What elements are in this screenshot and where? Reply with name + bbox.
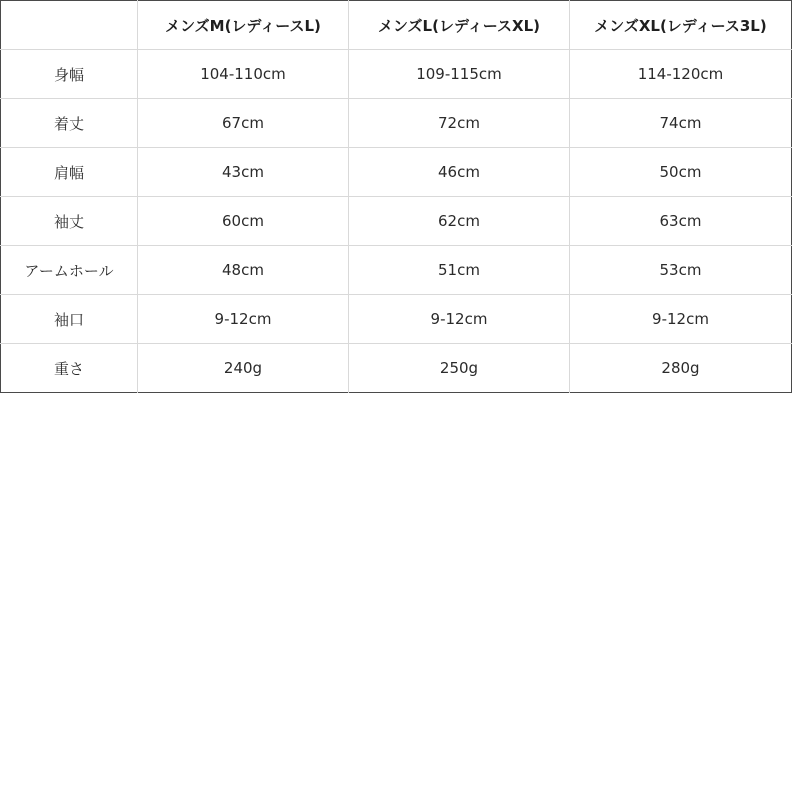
row-label: アームホール <box>1 246 138 295</box>
table-cell: 109-115cm <box>349 50 570 99</box>
table-cell: 43cm <box>138 148 349 197</box>
row-label: 重さ <box>1 344 138 393</box>
row-label: 身幅 <box>1 50 138 99</box>
column-header-size-l: メンズL(レディースXL) <box>349 1 570 50</box>
table-cell: 250g <box>349 344 570 393</box>
table-cell: 63cm <box>570 197 792 246</box>
row-label: 袖口 <box>1 295 138 344</box>
table-row <box>1 295 792 344</box>
table-cell: 62cm <box>349 197 570 246</box>
table-cell: 9-12cm <box>570 295 792 344</box>
table-cell: 240g <box>138 344 349 393</box>
table-row <box>1 197 792 246</box>
table-cell: 74cm <box>570 99 792 148</box>
row-label: 着丈 <box>1 99 138 148</box>
table-row <box>1 50 792 99</box>
table-cell: 9-12cm <box>138 295 349 344</box>
table-cell: 50cm <box>570 148 792 197</box>
header-row <box>1 1 792 50</box>
table-row <box>1 148 792 197</box>
size-chart-table <box>0 0 792 393</box>
table-cell: 48cm <box>138 246 349 295</box>
table-cell: 46cm <box>349 148 570 197</box>
table-cell: 53cm <box>570 246 792 295</box>
column-header-size-xl: メンズXL(レディース3L) <box>570 1 792 50</box>
table-cell: 114-120cm <box>570 50 792 99</box>
row-label: 袖丈 <box>1 197 138 246</box>
table-row <box>1 99 792 148</box>
row-label: 肩幅 <box>1 148 138 197</box>
table-cell: 9-12cm <box>349 295 570 344</box>
table-cell: 72cm <box>349 99 570 148</box>
table-cell: 67cm <box>138 99 349 148</box>
table-cell: 60cm <box>138 197 349 246</box>
table-cell: 104-110cm <box>138 50 349 99</box>
table-row <box>1 344 792 393</box>
column-header-size-m: メンズM(レディースL) <box>138 1 349 50</box>
table-cell: 51cm <box>349 246 570 295</box>
table-row <box>1 246 792 295</box>
corner-cell <box>1 1 138 50</box>
table-cell: 280g <box>661 359 700 377</box>
